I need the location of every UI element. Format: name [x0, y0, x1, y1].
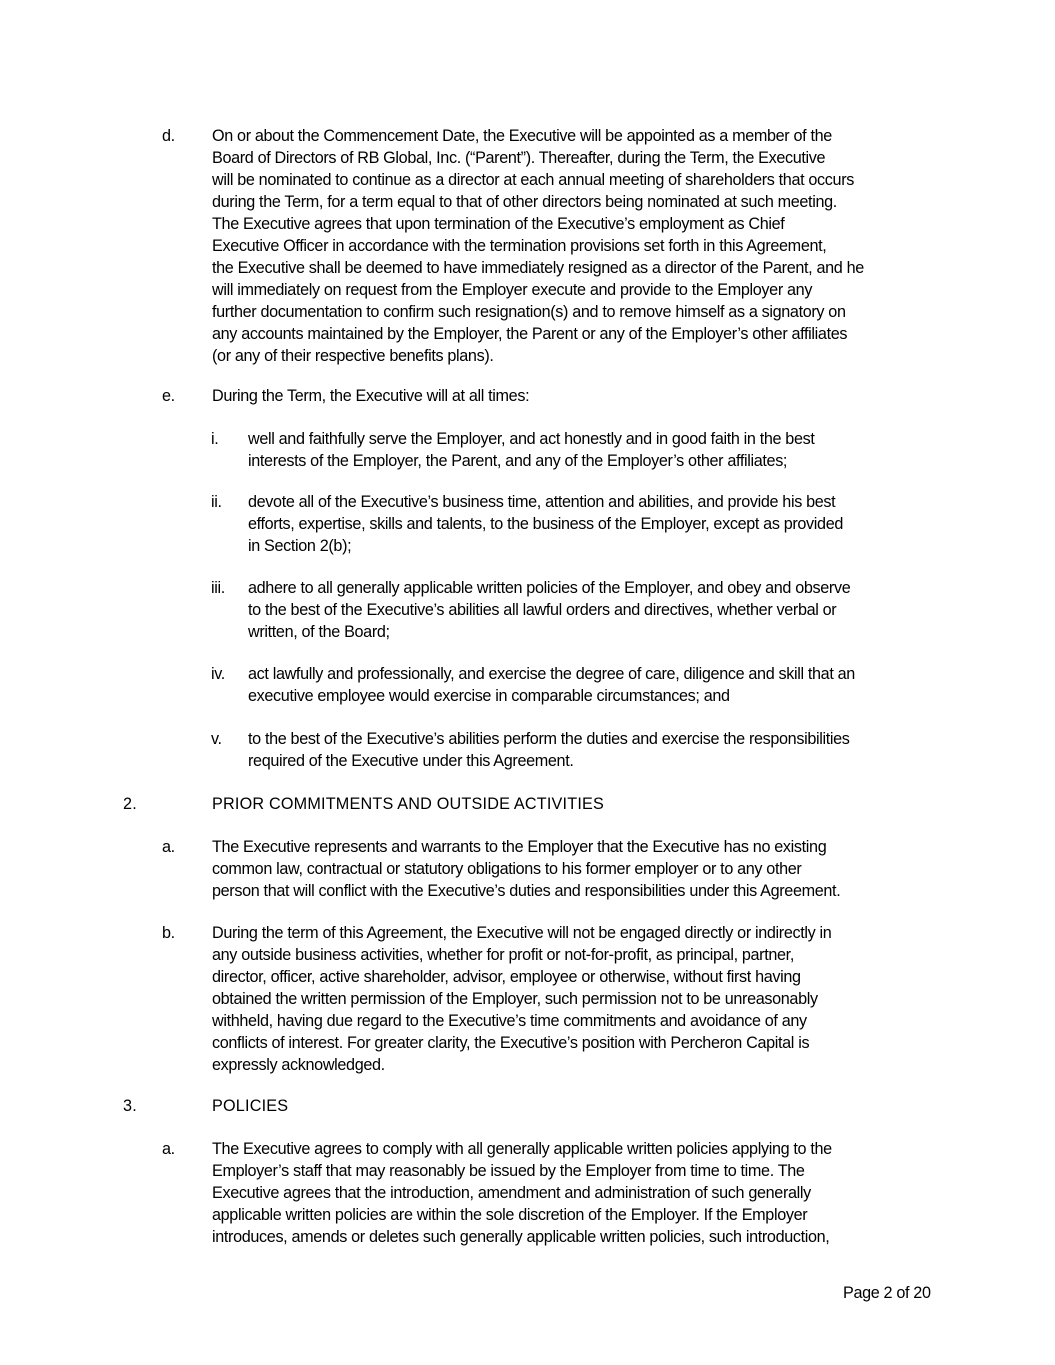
subclause-text: devote all of the Executive’s business time, attention and abilities, and provide his best efforts, expertise, skills and talents, to the business of the Employer, except as provided in Section 2(b); [248, 493, 844, 555]
section-title: POLICIES [212, 1097, 289, 1115]
subclause-text: well and faithfully serve the Employer, and act honestly and in good faith in the best interests of the Employer, the Parent, and any of the Employer’s other affiliates; [248, 430, 815, 470]
clause-text: The Executive agrees to comply with all generally applicable written policies applying to the Employer’s staff that may reasonably be issued by the Employer from time to time. The Executive agrees that the introduction, amendment and administration of such generally applicable written policies are within the sole discretion of the Employer. If the Employer introduces, amends or deletes such generally applicable written policies, such introduction, [212, 1140, 832, 1246]
page-number: Page 2 of 20 [843, 1284, 931, 1302]
subclause-text: act lawfully and professionally, and exercise the degree of care, diligence and skill that an executive employee would exercise in comparable circumstances; and [248, 665, 855, 705]
subclause-label: iv. [211, 665, 225, 683]
subclause-label: i. [211, 430, 219, 448]
clause-label: a. [162, 838, 175, 856]
subclause-text: adhere to all generally applicable written policies of the Employer, and obey and observe to the best of the Executive’s abilities all lawful orders and directives, whether verbal or written, of the Board; [248, 579, 851, 641]
clause-text: On or about the Commencement Date, the Executive will be appointed as a member of the Board of Directors of RB Global, Inc. (“Parent”). Thereafter, during the Term, the Executive will be nominated to continue as a director at each annual meeting of shareholders that occurs during the Term, for a term equal to that of other directors being nominated at such meeting. The Executive agrees that upon termination of the Executive’s employment as Chief Executive Officer in accordance with the termination provisions set forth in this Agreement, the Executive shall be deemed to have immediately resigned as a director of the Parent, and he will immediately on request from the Employer execute and provide to the Employer any further documentation to confirm such resignation(s) and to remove himself as a signatory on any accounts maintained by the Employer, the Parent or any of the Employer’s other affiliates (or any of their respective benefits plans). [212, 127, 864, 365]
clause-text: The Executive represents and warrants to the Employer that the Executive has no existing common law, contractual or statutory obligations to his former employer or to any other person that will conflict with the Executive’s duties and responsibilities under this Agreement. [212, 838, 841, 900]
section-number: 2. [123, 795, 137, 813]
subclause-label: ii. [211, 493, 222, 511]
subclause-label: v. [211, 730, 222, 748]
section-title: PRIOR COMMITMENTS AND OUTSIDE ACTIVITIES [212, 795, 605, 813]
section-number: 3. [123, 1097, 137, 1115]
subclause-label: iii. [211, 579, 225, 597]
clause-label: e. [162, 387, 175, 405]
clause-text: During the term of this Agreement, the Executive will not be engaged directly or indirectly in any outside business activities, whether for profit or not-for-profit, as principal, partner, director, officer, active shareholder, advisor, employee or otherwise, without first having obtained the written permission of the Employer, such permission not to be unreasonably withheld, having due regard to the Executive’s time commitments and avoidance of any conflicts of interest. For greater clarity, the Executive’s position with Percheron Capital is expressly acknowledged. [212, 924, 832, 1074]
clause-label: a. [162, 1140, 175, 1158]
clause-label: b. [162, 924, 175, 942]
subclause-text: to the best of the Executive’s abilities perform the duties and exercise the responsibilities required of the Executive under this Agreement. [248, 730, 850, 770]
clause-text: During the Term, the Executive will at all times: [212, 387, 530, 405]
clause-label: d. [162, 127, 175, 145]
